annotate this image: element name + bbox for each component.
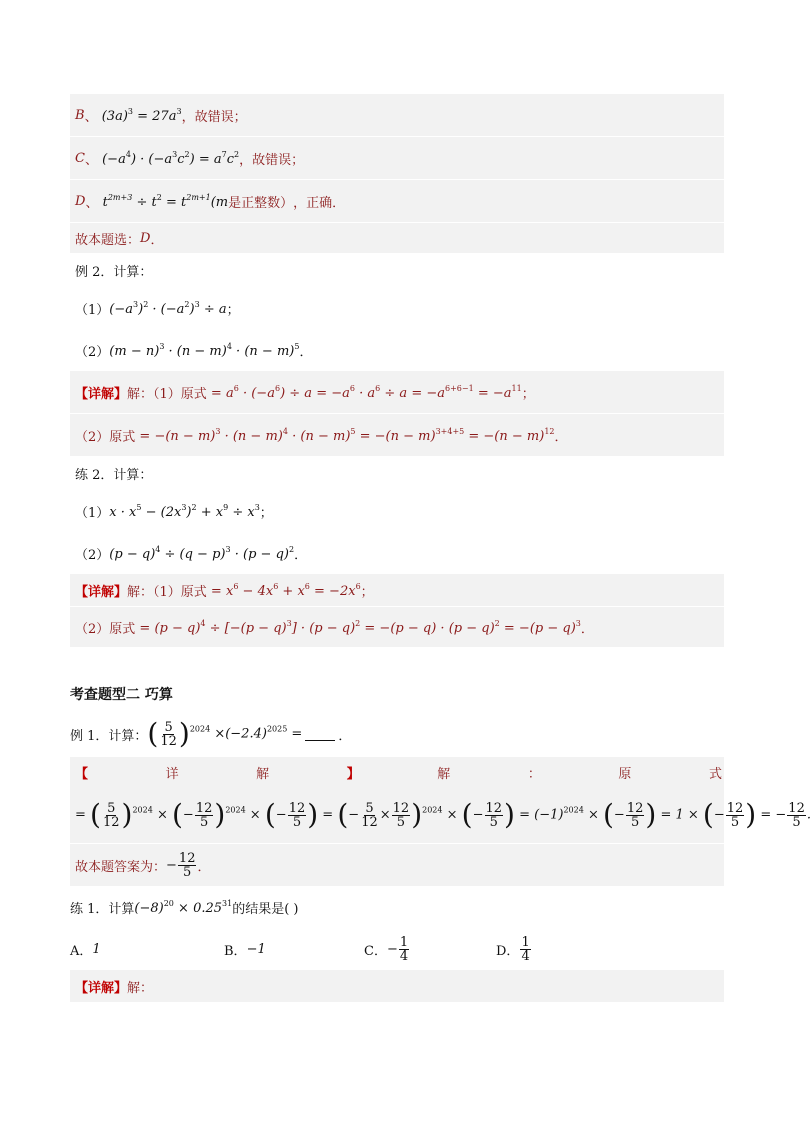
practice-1-options xyxy=(70,928,724,970)
detail-tag: 【详解】 xyxy=(75,386,128,402)
option-d-letter: D xyxy=(75,193,86,209)
option-d-condition: 是正整数） xyxy=(228,195,294,211)
practice-2-sol-2-math: = $(p - q)^4 \div [-(p - q)^3] \cdot (p - q)^2 = -(p - q) \cdot (p - q)^2 = -(p - q)^3$ xyxy=(135,618,581,636)
practice-1-line xyxy=(70,886,724,928)
option-c-math: $(-a^4) \cdot (-a^3c^2) = a^7c^2$ xyxy=(97,149,240,167)
example-1-end: ． xyxy=(338,728,352,744)
practice-2-q1-num: （1） xyxy=(75,505,110,521)
practice-2-q1-math: $x \cdot x^5 - (2x^3)^2 + x^9 \div x^3$ xyxy=(109,502,260,520)
option-b-line xyxy=(70,94,724,136)
example-2-sol-2-math: = $-(n - m)^3 \cdot (n - m)^4 \cdot (n - m)^5 = -(n - m)^{3+4+5} = -(n - m)^{12}$ xyxy=(135,426,555,444)
practice-2-q2: （2） $(p - q)^4 \div (q - p)^3 \cdot (p - q)^2$ ． xyxy=(75,544,308,563)
sol-word: 】 xyxy=(346,766,360,782)
option-c-key: C． xyxy=(364,943,387,959)
option-c-line xyxy=(70,137,724,179)
practice-2-q2-math: $(p - q)^4 \div (q - p)^3 \cdot (p - q)^2$ xyxy=(109,544,295,562)
solution-block-1 xyxy=(70,94,724,253)
sol-word: 解 xyxy=(437,766,451,782)
practice-1-sol xyxy=(70,970,724,1002)
detail-tag: 【详解】 xyxy=(75,980,128,996)
solution-block-5 xyxy=(70,970,724,1002)
option-d-verdict: ，正确． xyxy=(293,195,346,211)
option-b-sep: 、 xyxy=(84,109,98,125)
option-b-value: −1 xyxy=(246,941,266,957)
sol-word: 解 xyxy=(256,766,270,782)
option-b-math: $(3a)^3 = 27a^3$ xyxy=(97,106,182,124)
answer-label-1: 故本题选： xyxy=(75,232,141,248)
practice-2-sol-lead: 解：（1）原式 xyxy=(127,584,207,600)
option-c-value: − $\frac{1}{4}$ xyxy=(386,934,409,964)
example-2-sol-1: 【详解】 解：（1）原式 = $a^6 \cdot (-a^6) \div a = -a^6 \cdot a^6 \div a = -a^{6+6-1} = -a^{11}$ ； xyxy=(75,383,535,402)
sol-word: 【 xyxy=(75,766,89,782)
example-1-answer-blank[interactable] xyxy=(305,728,335,741)
practice-2-q1: （1） $x \cdot x^5 - (2x^3)^2 + x^9 \div x^3$ ； xyxy=(75,502,273,521)
option-d-value: $\frac{1}{4}$ xyxy=(521,934,530,964)
practice-2-sol-1-math: = $x^6 - 4x^6 + x^6 = -2x^6$ xyxy=(206,581,361,599)
example-1-sol-math xyxy=(70,787,811,843)
option-b-letter: B xyxy=(75,107,85,123)
sol-word: 式 xyxy=(708,766,722,782)
practice-1-label: 练 1．计算 xyxy=(70,901,135,917)
practice-1-sol-lead: 解： xyxy=(127,980,154,996)
option-d-key: D． xyxy=(496,943,520,959)
section-2-title: 考查题型二 巧算 xyxy=(70,687,173,703)
example-2-sol-2-lead: （2）原式 xyxy=(75,429,136,445)
option-a-value: 1 xyxy=(92,941,101,957)
practice-2-sol-2-lead: （2）原式 xyxy=(75,621,136,637)
example-2-sol-1-math: = $a^6 \cdot (-a^6) \div a = -a^6 \cdot a^6 \div a = -a^{6+6-1} = -a^{11}$ xyxy=(206,383,522,401)
option-d-math: $t^{2m+3} \div t^2 = t^{2m+1}(m$ xyxy=(102,192,229,210)
option-b-key: B． xyxy=(224,943,247,959)
practice-2-sol-1: 【详解】 解：（1）原式 = $x^6 - 4x^6 + x^6 = -2x^6$ ； xyxy=(75,581,374,600)
answer-line-1: 故本题选： D ． xyxy=(75,230,164,248)
option-d[interactable] xyxy=(496,936,532,963)
section-2-heading xyxy=(70,677,724,711)
practice-1-math: $(-8)^{20} \times 0.25^{31}$ xyxy=(134,898,233,916)
practice-1-tail: 的结果是( ) xyxy=(232,901,299,917)
option-c-letter: C xyxy=(75,150,85,166)
option-d-sep: 、 xyxy=(85,195,99,211)
option-c-verdict: ，故错误； xyxy=(239,152,305,168)
sol-word: 原 xyxy=(618,766,632,782)
solution-block-3 xyxy=(70,574,724,647)
option-c-sep: 、 xyxy=(84,152,98,168)
example-2-sol-2: （2）原式 = $-(n - m)^3 \cdot (n - m)^4 \cdot (n - m)^5 = -(n - m)^{3+4+5} = -(n - m)^{12}$ ． xyxy=(75,426,568,445)
option-d-line xyxy=(70,180,724,222)
practice-2-label: 练 2．计算： xyxy=(75,467,153,483)
example-1-answer-label: 故本题答案为： xyxy=(75,859,167,875)
example-2-q1: （1） $(-a^3)^2 \cdot (-a^2)^3 \div a$ ； xyxy=(75,299,240,318)
example-2-q1-math: $(-a^3)^2 \cdot (-a^2)^3 \div a$ xyxy=(109,299,227,317)
solution-block-4 xyxy=(70,757,811,886)
practice-2-title xyxy=(70,456,724,490)
example-2-title xyxy=(70,253,724,287)
option-b[interactable] xyxy=(224,940,364,959)
example-1-sol-header xyxy=(70,757,724,787)
example-2-label: 例 2．计算： xyxy=(75,264,153,280)
solution-block-2 xyxy=(70,371,724,456)
example-1-label: 例 1．计算： xyxy=(70,728,148,744)
option-c[interactable] xyxy=(364,936,496,963)
example-2-q2: （2） $(m - n)^3 \cdot (n - m)^4 \cdot (n - m)^5$ ． xyxy=(75,341,313,360)
example-1-answer-line: 故本题答案为： − $\frac{12}{5}$ ． xyxy=(75,850,211,880)
practice-2-q2-num: （2） xyxy=(75,547,110,563)
example-2-q2-num: （2） xyxy=(75,344,110,360)
example-2-q2-math: $(m - n)^3 \cdot (n - m)^4 \cdot (n - m)^5$ xyxy=(109,341,300,359)
practice-2-sol-2: （2）原式 = $(p - q)^4 \div [-(p - q)^3] \cdot (p - q)^2 = -(p - q) \cdot (p - q)^2 = -(p - q)^3$ ． xyxy=(75,618,594,637)
example-1-math: ( $\frac{5}{12}$ )$^{2024} \times(-2.4)^{2025}$ = xyxy=(147,717,303,750)
example-1-sol-words xyxy=(75,763,722,782)
sol-word: ： xyxy=(527,766,541,782)
worksheet-page xyxy=(70,94,811,1002)
option-a-key: A． xyxy=(70,943,93,959)
example-2-q1-num: （1） xyxy=(75,302,110,318)
example-2-sol-lead: 解：（1）原式 xyxy=(127,386,207,402)
sol-word: 详 xyxy=(165,766,179,782)
option-a[interactable] xyxy=(70,940,224,959)
example-1-answer-value: − $\frac{12}{5}$ xyxy=(166,850,196,880)
option-b-verdict: ，故错误； xyxy=(181,109,247,125)
example-1-line xyxy=(70,711,724,757)
detail-tag: 【详解】 xyxy=(75,584,128,600)
answer-choice-1: D xyxy=(140,230,151,246)
example-1-sol-formula: = ( $\frac{5}{12}$ )$^{2024}$ × (− $\frac{12}{5}$ )$^{2024}$ × (− $\frac{12}{5}$ ) = (− $\frac{5}{12}$ × $\frac{12}{5}$ )$^{2024}$ × (− $\frac{12}{5}$ ) = $(-1)^{2024}$ × (− $\frac{12}{5}$ ) = 1 × (− $\frac{12}{5}$ ) = − $\frac{12}{5}$ . xyxy=(75,798,811,831)
